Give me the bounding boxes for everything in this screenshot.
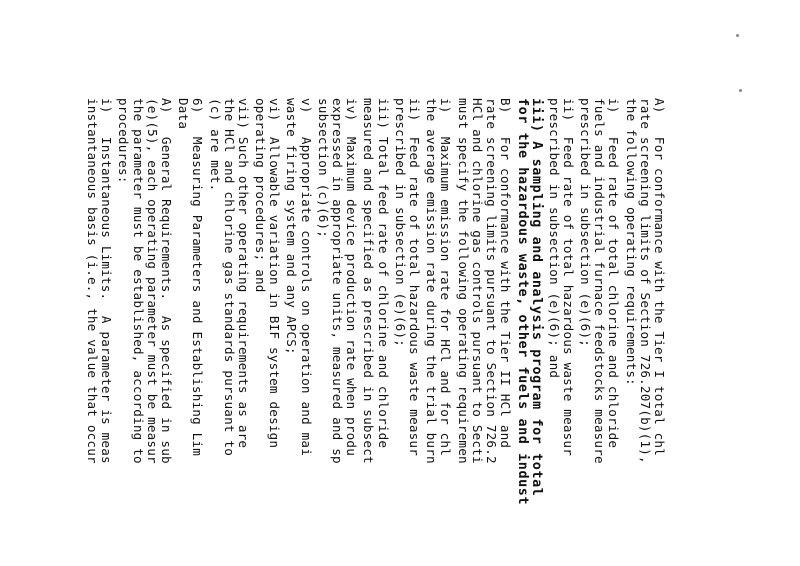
text-line: the following operating requirements: — [623, 98, 639, 386]
text-line: procedures: — [116, 98, 132, 184]
text-line: v) Appropriate controls on operation and mai — [298, 98, 314, 456]
text-line: waste firing system and any APCS; — [284, 98, 300, 355]
text-line: prescribed in subsection (e)(6); — [578, 98, 594, 348]
text-line: subsection (c)(6); — [315, 98, 331, 239]
text-line: i) Feed rate of total chlorine and chloride — [606, 98, 622, 449]
text-line: ii) Feed rate of total hazardous waste measur — [560, 98, 576, 456]
text-line: i) Instantaneous Limits. A parameter is meas — [99, 98, 115, 464]
text-line: operating procedures; and — [253, 98, 269, 293]
scan-speck — [736, 34, 739, 37]
text-line: rate screening limits pursuant to Section 726.2 — [483, 98, 499, 464]
scan-speck — [739, 89, 742, 92]
text-line: HCl and chlorine gas controls pursuant to Secti — [469, 98, 485, 464]
text-line: the average emission rate during the trial burn — [424, 98, 440, 464]
text-line: prescribed in subsection (e)(6); — [392, 98, 408, 348]
text-line: the parameter must be established, according to — [130, 98, 146, 464]
text-line: fuels and industrial furnace feedstocks measure — [592, 98, 608, 464]
rotated-text-block — [66, 98, 666, 566]
text-line: (e)(5), each operating parameter must be measur — [144, 98, 160, 464]
text-line: iv) Maximum device production rate when produ — [344, 98, 360, 456]
text-line: vi) Allowable variation in BIF system design — [267, 98, 283, 449]
text-line: (c) are met. — [207, 98, 223, 192]
text-line: must specify the following operating requiremen — [455, 98, 471, 464]
text-line: 6) Measuring Parameters and Establishing Lim — [190, 98, 206, 456]
text-line: Data — [176, 98, 192, 130]
text-line: expressed in appropriate units, measured and sp — [330, 98, 346, 464]
text-line: for the hazardous waste, other fuels and indust — [515, 98, 531, 506]
text-line: A) For conformance with the Tier I total chl — [652, 98, 667, 456]
text-line: prescribed in subsection (e)(6); and — [546, 98, 562, 379]
text-line: iii) A sampling and analysis program for total — [529, 98, 545, 497]
text-line: instantaneous basis (i.e., the value that occur — [85, 98, 101, 464]
text-line: B) For conformance with the Tier II HCl and — [498, 98, 514, 449]
text-line: ii) Feed rate of total hazardous waste measur — [407, 98, 422, 456]
text-line: measured and specified as prescribed in subsect — [361, 98, 377, 464]
text-line: iii) Total feed rate of chlorine and chloride — [375, 98, 391, 449]
text-line: i) Maximum emission rate for HCl and for chl — [438, 98, 454, 456]
text-line: vii) Such other operating requirements as are — [235, 98, 251, 449]
text-line: rate screening limits of Section 726.207(b)(1), — [637, 98, 653, 464]
text-line: the HCl and chlorine gas standards pursuant to — [221, 98, 237, 456]
text-line: A) General Requirements. As specified in sub — [159, 98, 174, 464]
